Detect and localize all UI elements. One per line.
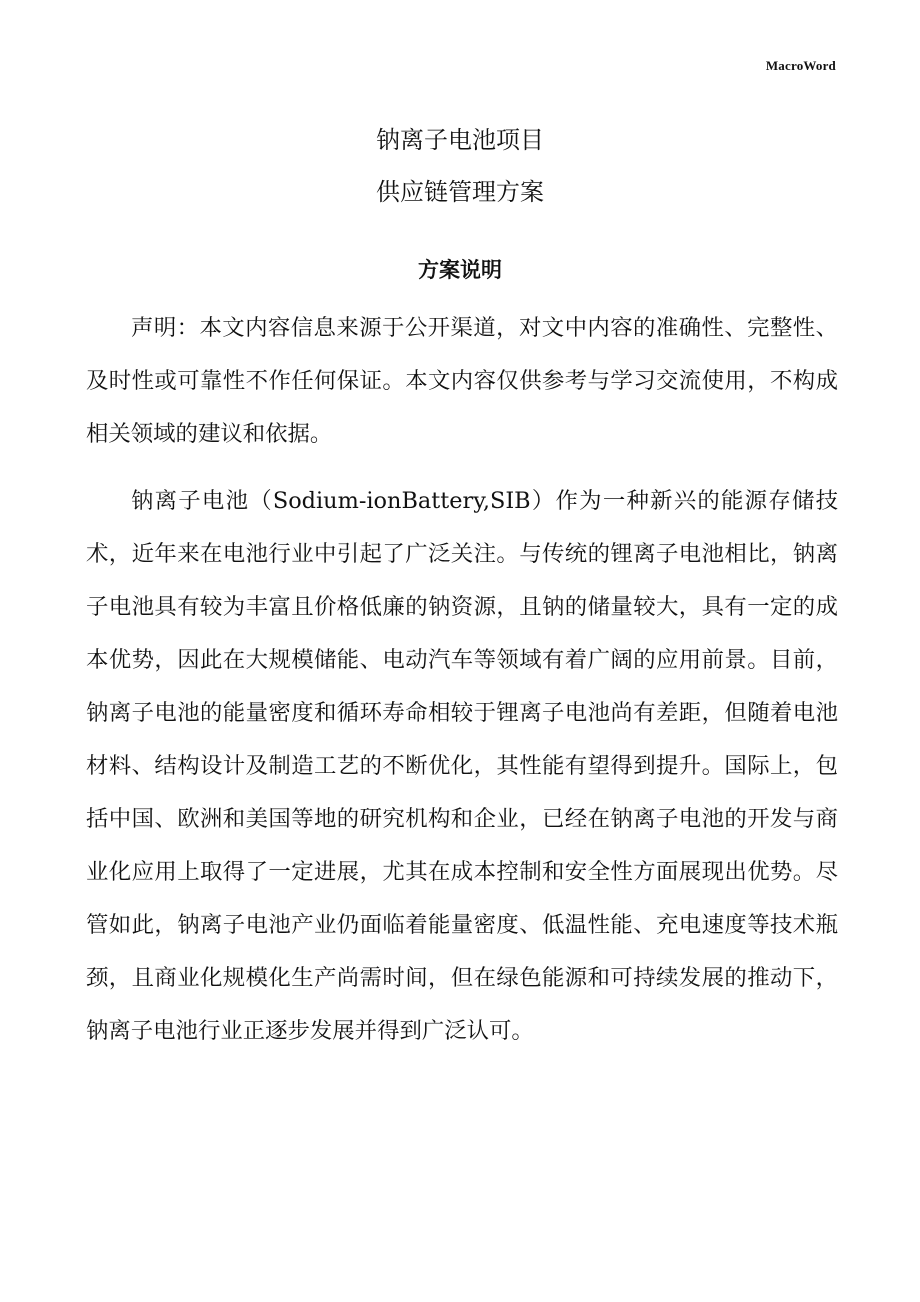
- document-title-line-1: 钠离子电池项目: [376, 126, 544, 154]
- header-brand: MacroWord: [765, 58, 836, 73]
- disclaimer-paragraph: 声明：本文内容信息来源于公开渠道，对文中内容的准确性、完整性、及时性或可靠性不作任何保证。本文内容仅供参考与学习交流使用，不构成相关领域的建议和依据。: [86, 315, 838, 447]
- intro-paragraph: 钠离子电池（Sodium-ionBattery,SIB）作为一种新兴的能源存储技术，近年来在电池行业中引起了广泛关注。与传统的锂离子电池相比，钠离子电池具有较为丰富且价格低廉的钠资源，且钠的储量较大，具有一定的成本优势，因此在大规模储能、电动汽车等领域有着广阔的应用前景。目前，钠离子电池的能量密度和循环寿命相较于锂离子电池尚有差距，但随着电池材料、结构设计及制造工艺的不断优化，其性能有望得到提升。国际上，包括中国、欧洲和美国等地的研究机构和企业，已经在钠离子电池的开发与商业化应用上取得了一定进展，尤其在成本控制和安全性方面展现出优势。尽管如此，钠离子电池产业仍面临着能量密度、低温性能、充电速度等技术瓶颈，且商业化规模化生产尚需时间，但在绿色能源和可持续发展的推动下，钠离子电池行业正逐步发展并得到广泛认可。: [86, 488, 838, 1044]
- section-heading: 方案说明: [418, 258, 502, 282]
- document-title-line-2: 供应链管理方案: [376, 178, 544, 206]
